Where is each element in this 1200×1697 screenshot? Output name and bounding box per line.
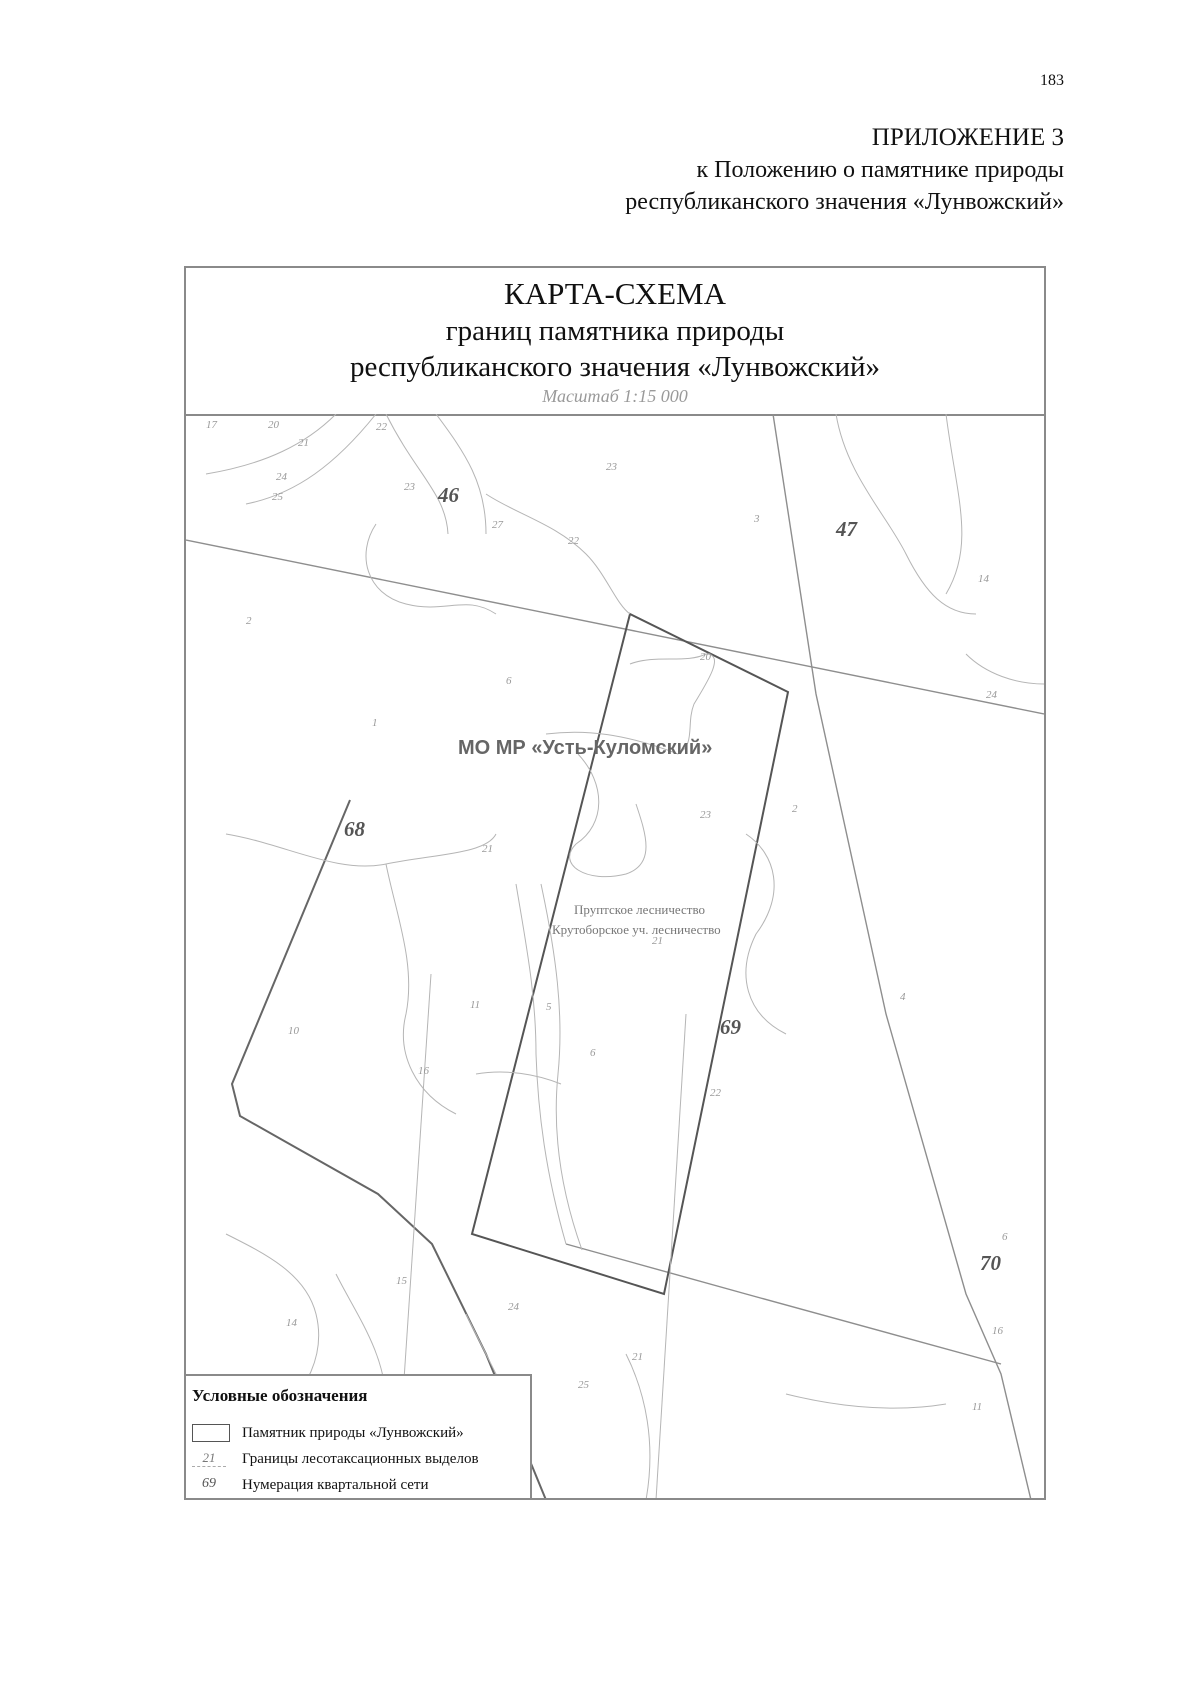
appendix-reference: к Положению о памятнике природы bbox=[696, 157, 1064, 183]
map-canvas bbox=[186, 414, 1044, 1500]
vydel-label: 6 bbox=[506, 675, 512, 687]
vydel-label: 21 bbox=[652, 935, 663, 947]
vydel-label: 21 bbox=[298, 437, 309, 449]
legend-item-quarter bbox=[190, 1474, 530, 1498]
appendix-title: ПРИЛОЖЕНИЕ 3 bbox=[871, 124, 1064, 151]
vydel-line bbox=[656, 1014, 686, 1500]
page-number: 183 bbox=[1040, 72, 1064, 89]
vydel-label: 22 bbox=[568, 535, 579, 547]
vydel-line bbox=[946, 414, 962, 594]
vydel-line bbox=[436, 414, 486, 534]
appendix-reference-name: республиканского значения «Лунвожский» bbox=[625, 189, 1064, 215]
vydel-label: 16 bbox=[418, 1065, 429, 1077]
monument-boundary-polygon bbox=[472, 614, 788, 1294]
map-subtitle-name: республиканского значения «Лунвожский» bbox=[349, 351, 881, 383]
quarter-label: 69 bbox=[720, 1015, 741, 1039]
vydel-label: 24 bbox=[276, 471, 287, 483]
monument-boundary bbox=[472, 614, 788, 1294]
vydel-label: 25 bbox=[578, 1379, 589, 1391]
vydel-label: 10 bbox=[288, 1025, 299, 1037]
vydel-label: 14 bbox=[286, 1317, 297, 1329]
vydel-label: 1 bbox=[372, 717, 378, 729]
quarter-label: 68 bbox=[344, 817, 365, 841]
vydel-label: 24 bbox=[508, 1301, 519, 1313]
vydel-label: 25 bbox=[272, 491, 283, 503]
vydel-label: 17 bbox=[206, 419, 217, 431]
forestry-sublabel: Крутоборское уч. лесничество bbox=[552, 922, 721, 937]
legend-symbol: 69 bbox=[202, 1476, 216, 1491]
legend-item-vydel bbox=[190, 1448, 530, 1472]
map-scale: Масштаб 1:15 000 bbox=[542, 386, 688, 406]
quarter-line bbox=[566, 1244, 1001, 1364]
appendix-block bbox=[440, 122, 1064, 218]
vydel-label: 20 bbox=[268, 419, 279, 431]
map-title: КАРТА-СХЕМА bbox=[504, 276, 726, 311]
legend-symbol bbox=[192, 1424, 232, 1444]
vydel-label: 24 bbox=[986, 689, 997, 701]
vydel-line bbox=[366, 524, 496, 614]
map-frame bbox=[184, 266, 1046, 1500]
vydel-lines bbox=[206, 414, 1044, 1500]
quarter-lines bbox=[186, 414, 1044, 1500]
vydel-label: 23 bbox=[404, 481, 415, 493]
vydel-label: 21 bbox=[632, 1351, 643, 1363]
legend-item-monument bbox=[190, 1422, 530, 1446]
vydel-line bbox=[626, 1354, 650, 1500]
vydel-label: 27 bbox=[492, 519, 503, 531]
quarter-labels bbox=[344, 483, 1002, 1275]
vydel-line bbox=[570, 754, 646, 877]
quarter-label: 70 bbox=[980, 1251, 1001, 1275]
vydel-label: 22 bbox=[710, 1087, 721, 1099]
vydel-label: 3 bbox=[754, 513, 760, 525]
vydel-label: 20 bbox=[700, 651, 711, 663]
quarter-line bbox=[186, 540, 1044, 714]
legend-label: Границы лесотаксационных выделов bbox=[242, 1451, 479, 1467]
vydel-label: 22 bbox=[376, 421, 387, 433]
vydel-label: 4 bbox=[900, 991, 906, 1003]
legend-symbol: 21 bbox=[192, 1450, 232, 1470]
vydel-label: 21 bbox=[482, 843, 493, 855]
vydel-label: 11 bbox=[470, 999, 481, 1011]
map-header bbox=[186, 268, 1044, 416]
map-subtitle: границ памятника природы bbox=[445, 315, 785, 347]
quarter-label: 47 bbox=[836, 517, 857, 541]
vydel-line bbox=[786, 1394, 946, 1408]
legend-title: Условные обозначения bbox=[192, 1386, 368, 1405]
vydel-label: 11 bbox=[972, 1401, 983, 1413]
map-legend bbox=[186, 1374, 532, 1500]
legend-label: Нумерация квартальной сети bbox=[242, 1477, 429, 1493]
vydel-line bbox=[386, 414, 448, 534]
vydel-line bbox=[966, 654, 1044, 684]
vydel-label: 5 bbox=[546, 1001, 552, 1013]
legend-label: Памятник природы «Лунвожский» bbox=[242, 1425, 464, 1441]
vydel-label: 15 bbox=[396, 1275, 407, 1287]
vydel-line bbox=[836, 414, 976, 614]
vydel-line bbox=[486, 494, 630, 614]
municipality-label: МО МР «Усть-Куломский» bbox=[458, 737, 713, 759]
vydel-label: 6 bbox=[1002, 1231, 1008, 1243]
vydel-label: 23 bbox=[700, 809, 711, 821]
vydel-label: 2 bbox=[246, 615, 252, 627]
vydel-label: 23 bbox=[606, 461, 617, 473]
forestry-label: Пруптское лесничество bbox=[574, 902, 706, 917]
vydel-line bbox=[476, 1072, 561, 1084]
quarter-label: 46 bbox=[438, 483, 459, 507]
vydel-label: 6 bbox=[590, 1047, 596, 1059]
vydel-label: 2 bbox=[792, 803, 798, 815]
vydel-label: 16 bbox=[992, 1325, 1003, 1337]
vydel-label: 14 bbox=[978, 573, 989, 585]
